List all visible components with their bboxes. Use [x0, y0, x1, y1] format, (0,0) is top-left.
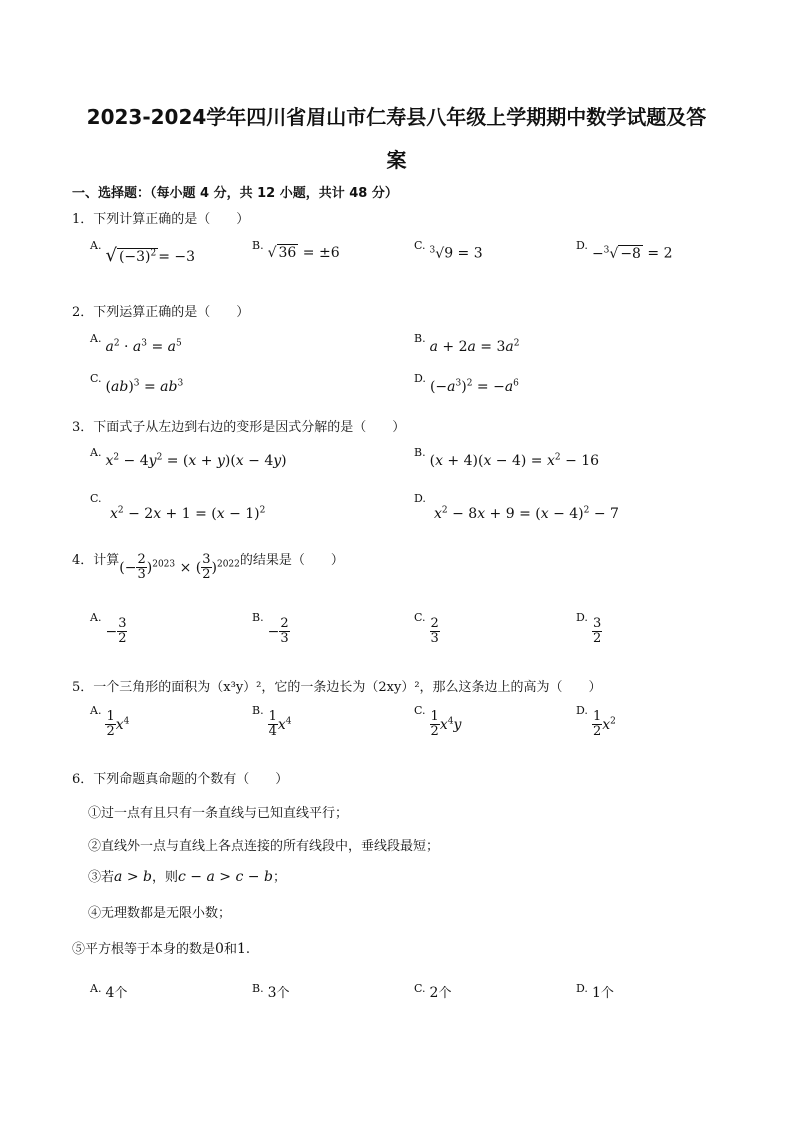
q6-option-d: $^{D.}$ 1个 — [576, 982, 614, 1001]
q6-option-a: $^{A.}$ 4个 — [90, 982, 128, 1001]
q2-option-d: $^{D.}(-a^3)^2 = -a^6$ — [414, 372, 519, 395]
page-title-cont: 案 — [386, 148, 407, 172]
q6-item-2: ②直线外一点与直线上各点连接的所有线段中，垂线段最短； — [88, 839, 440, 854]
q5-option-d: $^{D.}$ $\frac{1}{2}$ $x^2$ — [576, 704, 616, 739]
q3-option-c: $x^2 - 2x + 1 = (x - 1)^2$ — [110, 505, 266, 522]
question-5: 5．一个三角形的面积为（x³y）²，它的一条边长为（2xy）²，那么这条边上的高为（ ） — [72, 680, 602, 695]
question-4: 4．计算(− $\frac{2}{3}$ )$^{2023}$ × ( $\frac{3}{2}$ )$^{2022}$的结果是（ ） — [72, 552, 344, 582]
q5-option-b: $^{B.}$ $\frac{1}{4}$ $x^4$ — [252, 704, 292, 739]
q3-option-b: $^{B.}(x + 4)(x - 4) = x^2 - 16$ — [414, 446, 600, 469]
q4-option-d: $^{D.}$ $\frac{3}{2}$ — [576, 611, 602, 646]
q4-option-b: $^{B.}$− $\frac{2}{3}$ — [252, 611, 289, 646]
q5-option-a: $^{A.}$ $\frac{1}{2}$ $x^4$ — [90, 704, 130, 739]
section-heading: 一、选择题：（每小题 4 分，共 12 小题，共计 48 分） — [72, 186, 398, 201]
q6-item-5: ⑤平方根等于本身的数是0和1. — [72, 941, 251, 957]
q3-option-c-label: C. — [90, 492, 102, 505]
q3-option-a: $^{A.}x^2 - 4y^2 = (x + y)(x - 4y)$ — [90, 446, 287, 469]
question-3: 3．下面式子从左边到右边的变形是因式分解的是（ ） — [72, 420, 406, 435]
question-6: 6．下列命题真命题的个数有（ ） — [72, 772, 289, 787]
question-2: 2．下列运算正确的是（ ） — [72, 305, 250, 320]
q6-item-3: ③若a > b，则c − a > c − b； — [88, 869, 286, 885]
q4-option-c: $^{C.}$ $\frac{2}{3}$ — [414, 611, 439, 646]
q3-option-d-label: D. — [414, 492, 426, 505]
q1-option-c: $^{C.}$ $^3$√9 = 3 — [414, 239, 483, 262]
q5-option-c: $^{C.}$ $\frac{1}{2}$ $x^4y$ — [414, 704, 462, 739]
q6-option-c: $^{C.}$ 2个 — [414, 982, 452, 1001]
q2-option-c: $^{C.}(ab)^3 = ab^3$ — [90, 372, 184, 395]
question-1: 1．下列计算正确的是（ ） — [72, 212, 250, 227]
q6-item-4: ④无理数都是无限小数； — [88, 906, 232, 921]
q1-option-d: $^{D.}$−$^3$√ −8 = 2 — [576, 239, 673, 262]
page-title: 2023-2024学年四川省眉山市仁寿县八年级上学期期中数学试题及答 — [86, 105, 707, 129]
q2-option-b: $^{B.}a + 2a = 3a^2$ — [414, 332, 520, 355]
q3-option-d: $x^2 - 8x + 9 = (x - 4)^2 - 7$ — [434, 505, 619, 522]
q6-option-b: $^{B.}$ 3个 — [252, 982, 290, 1001]
q1-option-b: $^{B.}$ √ 36 = ±6 — [252, 239, 340, 261]
q1-option-a: $^{A.}$ √ $(-3)^2 = -3$ — [90, 239, 196, 266]
q2-option-a: $^{A.}a^2 \cdot a^3 = a^5$ — [90, 332, 182, 355]
q6-item-1: ①过一点有且只有一条直线与已知直线平行； — [88, 806, 349, 821]
q4-option-a: $^{A.}$− $\frac{3}{2}$ — [90, 611, 127, 646]
